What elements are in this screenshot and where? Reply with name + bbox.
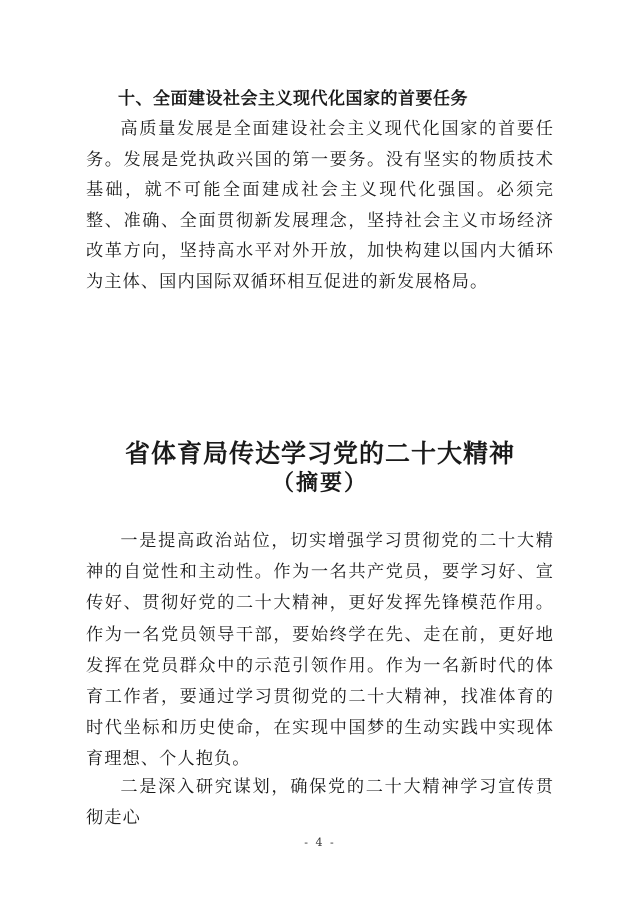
section-paragraph: 高质量发展是全面建设社会主义现代化国家的首要任务。发展是党执政兴国的第一要务。没有坚实的物质技术基础，就不可能全面建成社会主义现代化强国。必须完整、准确、全面贯彻新发展理念，坚持社会主义市场经济改革方向，坚持高水平对外开放，加快构建以国内大循环为主体、国内国际双循环相互促进的新发展格局。 [86,119,554,292]
article-subtitle: （摘要） [271,470,368,496]
section-heading: 十、全面建设社会主义现代化国家的首要任务 [118,89,468,109]
article-title: 省体育局传达学习党的二十大精神 [124,439,515,468]
article-paragraph-2: 二是深入研究谋划，确保党的二十大精神学习宣传贯彻走心 [86,777,554,828]
page-number: - 4 - [304,836,336,849]
article-paragraph-1: 一是提高政治站位，切实增强学习贯彻党的二十大精神的自觉性和主动性。作为一名共产党员，要学习好、宣传好、贯彻好党的二十大精神，更好发挥先锋模范作用。作为一名党员领导干部，要始终学在先、走在前，更好地发挥在党员群众中的示范引领作用。作为一名新时代的体育工作者，要通过学习贯彻党的二十大精神，找准体育的时代坐标和历史使命，在实现中国梦的生动实践中实现体育理想、个人抱负。 [86,531,554,770]
